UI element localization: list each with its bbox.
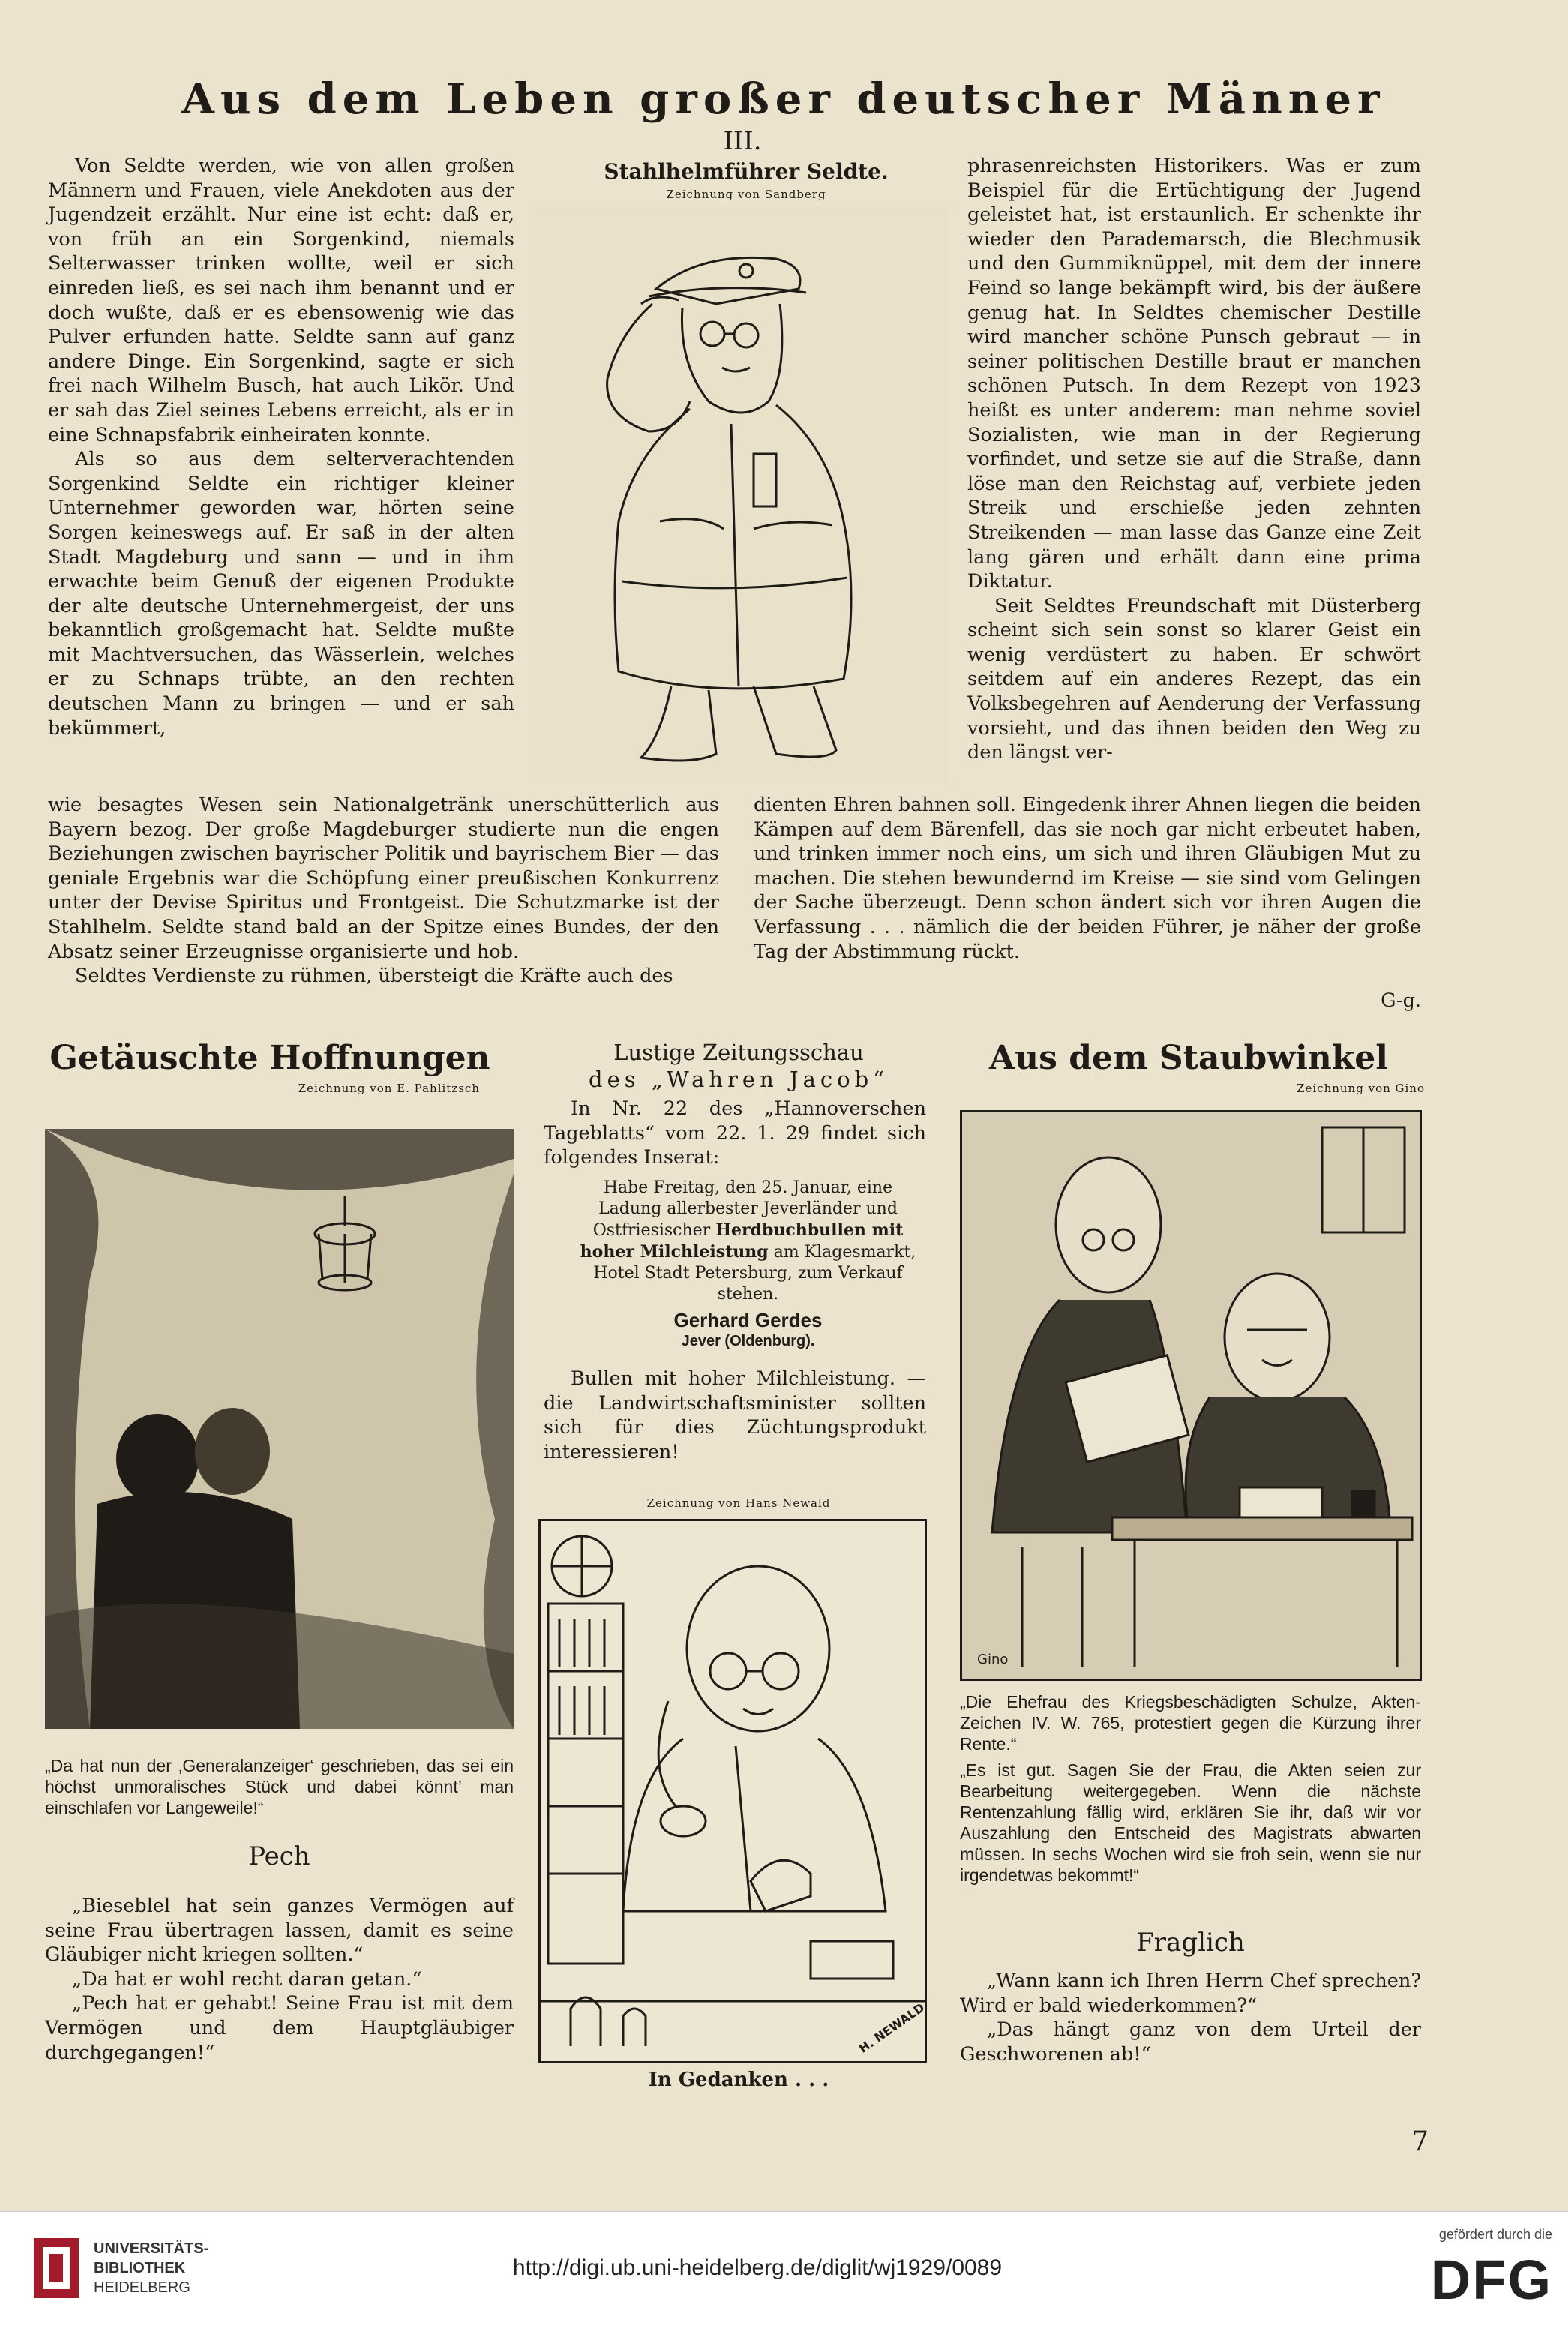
right-caption-2: „Es ist gut. Sagen Sie der Frau, die Akten seien zur Bearbeitung weitergegeben. Wenn die nächste Rentenzahlung fällig wird, erklären Sie ihr, daß wir vor Auszahlung den Entscheid des Magistrats abwarten müssen. In sechs Wochen wird sie froh sein, wenn sie nur irgendetwas bekommt!“	[960, 1760, 1421, 1885]
ad-place: Jever (Oldenburg).	[681, 1333, 815, 1349]
pech-paragraph: „Da hat er wohl recht daran getan.“	[72, 1967, 422, 1991]
officer-saluting-drawing	[529, 206, 949, 784]
theater-sleepers-drawing	[45, 1129, 514, 1729]
right-illustration	[960, 1110, 1422, 1681]
right-caption-1: „Die Ehefrau des Kriegsbeschädigten Schulze, Akten-Zeichen IV. W. 765, protestiert gegen die Kürzung ihrer Rente.“	[960, 1692, 1421, 1754]
middle-intro-paragraph: In Nr. 22 des „Hannoverschen Tageblatts“ vom 22. 1. 29 findet sich folgendes Inserat:	[544, 1097, 926, 1169]
ad-text-bold: Herdbuchbullen mit hoher Milchleistung	[580, 1220, 904, 1262]
middle-comment	[544, 1367, 926, 1464]
seldte-illustration	[529, 206, 949, 784]
footer-bar	[0, 2211, 1568, 2326]
left-caption: „Da hat nun der ‚Generalanzeiger‘ geschrieben, das sei ein höchst unmoralisches Stück und dabei könnt’ man einschlafen vor Langeweile!“	[45, 1756, 514, 1817]
funded-by-label: gefördert durch die	[1438, 2227, 1552, 2242]
library-logo	[30, 2234, 300, 2302]
seldte-paragraph: dienten Ehren bahnen soll. Eingedenk ihrer Ahnen liegen die beiden Kämpen auf dem Bärenfell, das sie noch gar nicht erbeutet haben, und trinken immer noch eins, um sich und ihren Gläubigen Mut zu machen. Die stehen bewundernd im Kreise — sie sind vom Gelingen der Sache überzeugt. Denn schon ändert sich vor ihren Augen die Verfassung . . . nämlich die der beiden Führer, je näher der große Tag der Abstimmung rückt.	[754, 794, 1421, 963]
seldte-paragraph: Als so aus dem selterverachtenden Sorgenkind Seldte ein richtiger kleiner Unternehmer geworden war, hörten seine Sorgen keineswegs auf. Er saß in der alten Stadt Magdeburg und sann — und in ihm erwachte beim Genuß der eigenen Produkte der alte deutsche Unternehmergeist, der uns bekanntlich großgemacht hat. Seldte mußte mit Machtversuchen, das Wässerlein, welches er zu Schnaps trübte, an den rechten deutschen Mann zu bringen — und er sah bekümmert,	[48, 448, 514, 740]
seldte-bottom-left	[48, 793, 719, 989]
middle-illustration	[538, 1519, 927, 2063]
part-number: III.	[723, 126, 762, 156]
seldte-column-1	[48, 154, 514, 740]
library-name-line3: HEIDELBERG	[94, 2279, 190, 2296]
seldte-paragraph: wie besagtes Wesen sein Nationalgetränk unerschütterlich aus Bayern bezog. Der große Magdeburger studierte nun die engen Beziehungen zwischen bayrischer Politik und bayrischem Bier — das geniale Ergebnis war die Schöpfung einer preußischen Konkurrenz unter der Devise Spiritus und Frontgeist. Die Schutzmarke ist der Stahlhelm. Seldte stand bald an der Spitze eines Bundes, der den Absatz seiner Erzeugnisse organisierte und hob.	[48, 794, 719, 963]
ad-text-b: am Klagesmarkt, Hotel Stadt Petersburg, zum Verkauf stehen.	[593, 1243, 916, 1304]
dfg-logo: DFG	[1430, 2249, 1552, 2311]
right-title: Aus dem Staubwinkel	[989, 1039, 1388, 1077]
middle-artist-signature: H. NEWALD	[856, 2000, 925, 2056]
middle-caption: In Gedanken . . .	[648, 2069, 829, 2091]
pech-text	[45, 1894, 514, 2065]
fraglich-title: Fraglich	[1136, 1928, 1245, 1958]
seldte-figure-credit: Zeichnung von Sandberg	[666, 188, 826, 201]
left-credit: Zeichnung von E. Pahlitzsch	[298, 1082, 480, 1095]
middle-title	[540, 1039, 937, 1093]
pech-paragraph: „Bieseblel hat sein ganzes Vermögen auf seine Frau übertragen lassen, damit es seine Gläubiger nicht kriegen sollten.“	[45, 1895, 514, 1967]
fraglich-paragraph: „Wann kann ich Ihren Herrn Chef sprechen? Wird er bald wiederkommen?“	[960, 1970, 1421, 2017]
seldte-paragraph: Seldtes Verdienste zu rühmen, übersteigt die Kräfte auch des	[75, 965, 673, 988]
left-title: Getäuschte Hoffnungen	[49, 1039, 490, 1077]
seldte-paragraph: Von Seldte werden, wie von allen großen Männern und Frauen, viele Anekdoten aus der Jugendzeit erzählt. Nur eine ist echt: daß er, von früh an ein Sorgenkind, niemals Selterwasser trinken wollte, weil er sich einreden ließ, es sei nach ihm benannt und er doch wußte, daß er es ebensowenig wie das Pulver erfunden hatte. Seldte sann auf ganz andere Dinge. Ein Sorgenkind, sagte er sich frei nach Wilhelm Busch, hat auch Likör. Und er sah das Ziel seines Lebens erreicht, als er in eine Schnapsfabrik einheiraten konnte.	[48, 155, 514, 446]
right-credit: Zeichnung von Gino	[1297, 1082, 1425, 1095]
seldte-figure-title: Stahlhelmführer Seldte.	[604, 159, 889, 184]
ad-name: Gerhard Gerdes	[673, 1309, 823, 1331]
middle-title-line1: Lustige Zeitungsschau	[613, 1040, 864, 1065]
page-number: 7	[1411, 2126, 1429, 2157]
pech-title: Pech	[248, 1841, 310, 1871]
middle-credit: Zeichnung von Hans Newald	[646, 1496, 831, 1510]
seldte-signature: G-g.	[1381, 989, 1421, 1012]
fraglich-text	[960, 1969, 1421, 2066]
seldte-column-3	[967, 154, 1421, 765]
seldte-paragraph: phrasenreichsten Historikers. Was er zum Beispiel für die Ertüchtigung der Jugend geleistet hat, ist erstaunlich. Er schenkte ihr wieder den Parademarsch, die Blechmusik und den Gummiknüppel, mit dem der innere Feind so lange bekämpft wird, bis der äußere genug hat. In Seldtes chemischer Destille wird mancher schöne Punsch gebraut — in seiner politischen Destille braut er manchen schönen Putsch. In dem Rezept von 1923 heißt es unter anderem: man nehme soviel Sozialisten, wie man in der Regierung vorfindet, und setze sie auf die Straße, dann löse man den Reichstag auf, verbiete jeden Streik und erschieße jeden zehnten Streikenden — man lasse das Ganze eine Zeit lang gären und erhält dann eine prima Diktatur.	[967, 155, 1421, 593]
left-illustration	[45, 1129, 514, 1729]
seldte-bottom-right	[754, 793, 1421, 964]
page-title: Aus dem Leben großer deutscher Männer	[181, 74, 1386, 124]
seldte-paragraph: Seit Seldtes Freundschaft mit Düsterberg scheint sich sein sonst so klarer Geist ein wenig verdüstert zu haben. Er schwört seitdem auf ein anderes Rezept, das ein Volksbegehren auf Aenderung der Verfassung vorsieht, und das ihnen beiden den Weg zu den längst ver-	[967, 594, 1421, 764]
ad-text-a: Habe Freitag, den 25. Januar, eine Ladung allerbester Jeverländer und Ostfriesischer	[592, 1178, 898, 1240]
university-seal-icon	[30, 2234, 82, 2302]
middle-intro	[544, 1097, 926, 1170]
library-name-line1: UNIVERSITÄTS-	[94, 2240, 209, 2257]
radio-listener-drawing	[541, 1521, 925, 2061]
office-clerks-drawing	[962, 1112, 1420, 1679]
pech-paragraph: „Pech hat er gehabt! Seine Frau ist mit dem Vermögen und dem Hauptgläubiger durchgegangen!“	[45, 1992, 514, 2064]
fraglich-paragraph: „Das hängt ganz von dem Urteil der Geschworenen ab!“	[960, 2018, 1421, 2066]
library-name-line2: BIBLIOTHEK	[94, 2260, 186, 2276]
middle-comment-paragraph: Bullen mit hoher Milchleistung. — die Landwirtschaftsminister sollten sich für dies Züchtungsprodukt interessieren!	[544, 1367, 926, 1463]
middle-ad	[570, 1178, 926, 1352]
right-artist-signature: Gino	[977, 1652, 1009, 1667]
source-url[interactable]: http://digi.ub.uni-heidelberg.de/diglit/wj1929/0089	[512, 2255, 1003, 2280]
middle-title-line2: des „Wahren Jacob“	[589, 1067, 889, 1092]
